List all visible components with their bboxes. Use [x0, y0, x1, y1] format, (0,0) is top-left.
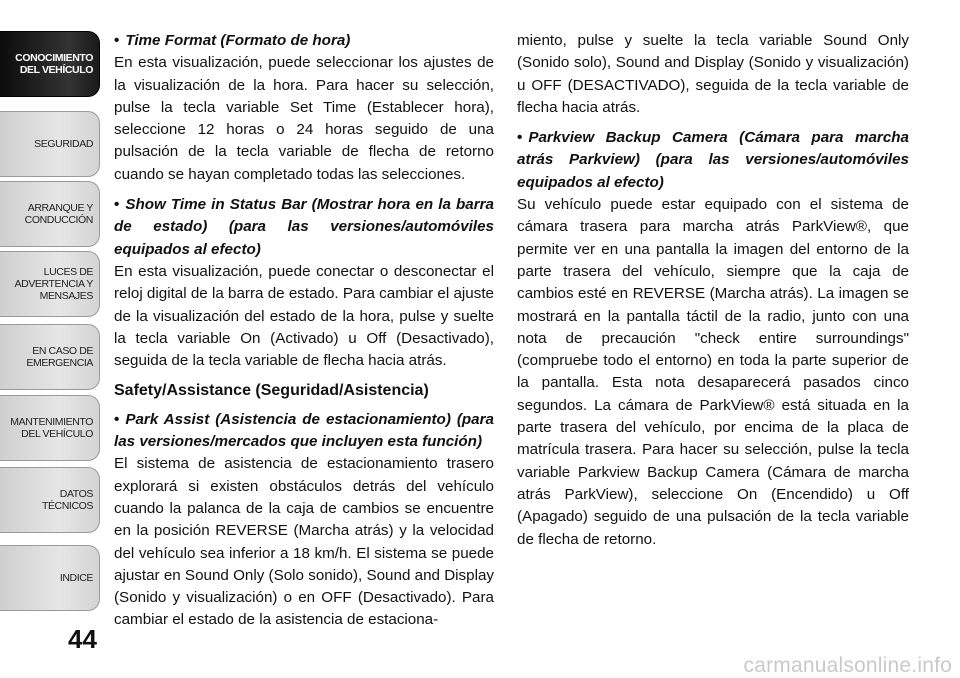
chapter-sidebar: [0, 0, 104, 678]
left-column: [114, 30, 494, 640]
bullet: •: [517, 129, 523, 147]
park-assist-body: El sistema de asistencia de estacionamiento trasero explorará si existen obstáculos detrás del vehículo cuando la palanca de la caja de cambios se encuentre en la posición REVERSE (Marcha atrás) y la velocidad del vehículo sea inferior a 18 km/h. El sistema se puede ajustar en Sound Only (Solo sonido), Sound and Display (Sonido y visualización) o en OFF (Desactivado). Para cambiar el estado de la asistencia de estaciona-: [114, 455, 494, 629]
park-assist-heading: • Park Assist (Asistencia de estacionamiento) (para las versiones/mercados que incluyen esta función): [114, 410, 494, 451]
time-format-body: En esta visualización, puede seleccionar los ajustes de la visualización de la hora. Para hacer su selección, pulse la tecla variable Set Time (Establecer hora), seleccione 12 horas o 24 horas seguido de una pulsación de la tecla variable de flecha de retorno cuando se hayan completado todas las selecciones.: [114, 54, 494, 183]
tab-conocimiento-del-vehiculo[interactable]: CONOCIMIENTO DEL VEHÍCULO: [0, 31, 100, 97]
bullet: •: [114, 32, 120, 49]
tab-mantenimiento-del-vehiculo[interactable]: MANTENIMIENTO DEL VEHÍCULO: [0, 395, 100, 461]
tab-datos-tecnicos[interactable]: DATOS TÉCNICOS: [0, 467, 100, 533]
show-time-body: En esta visualización, puede conectar o desconectar el reloj digital de la barra de estado. Para cambiar el ajuste de la visualización del estado de la hora, pulse y suelte la tecla variable On (Activado) u Off (Desactivado), seguida de la tecla variable de flecha hacia atrás.: [114, 262, 494, 370]
tab-seguridad[interactable]: SEGURIDAD: [0, 111, 100, 177]
parkview-heading: • Parkview Backup Camera (Cámara para marcha atrás Parkview) (para las versiones/automóviles equipados al efecto): [517, 129, 909, 191]
continued-body: miento, pulse y suelte la tecla variable Sound Only (Sonido solo), Sound and Display (Sonido y visualización) u OFF (DESACTIVADO), seguida de la tecla variable de flecha hacia atrás.: [517, 32, 909, 116]
page-number: 44: [68, 624, 97, 654]
watermark: carmanualsonline.info: [743, 654, 952, 677]
show-time-heading: • Show Time in Status Bar (Mostrar hora en la barra de estado) (para las versiones/automóviles equipados al efecto): [114, 196, 494, 258]
tab-indice[interactable]: INDICE: [0, 545, 100, 611]
tab-luces-de-advertencia[interactable]: LUCES DE ADVERTENCIA Y MENSAJES: [0, 251, 100, 317]
right-column: [517, 30, 909, 559]
bullet: •: [114, 196, 120, 214]
time-format-heading: • Time Format (Formato de hora): [114, 32, 351, 49]
tab-en-caso-de-emergencia[interactable]: EN CASO DE EMERGENCIA: [0, 324, 100, 390]
bullet: •: [114, 410, 120, 428]
section-heading: Safety/Assistance (Seguridad/Asistencia): [114, 382, 429, 400]
tab-arranque-y-conduccion[interactable]: ARRANQUE Y CONDUCCIÓN: [0, 181, 100, 247]
parkview-body: Su vehículo puede estar equipado con el sistema de cámara trasera para marcha atrás ParkView®, que permite ver en una pantalla la imagen del entorno de la parte trasera del vehículo, siempre que la caja de cambios esté en REVERSE (Marcha atrás). La imagen se mostrará en la pantalla táctil de la radio, junto con una nota de precaución "check entire surroundings" (compruebe todo el entorno) en toda la parte superior de la pantalla. Esta nota desaparecerá pasados cinco segundos. La cámara de ParkView® está situada en la parte trasera del vehículo, por encima de la placa de matrícula trasera. Para hacer su selección, pulse la tecla variable Parkview Backup Camera (Cámara de marcha atrás ParkView), seleccione On (Encendido) u Off (Apagado) seguido de una pulsación de la tecla variable de flecha de retorno.: [517, 196, 909, 548]
